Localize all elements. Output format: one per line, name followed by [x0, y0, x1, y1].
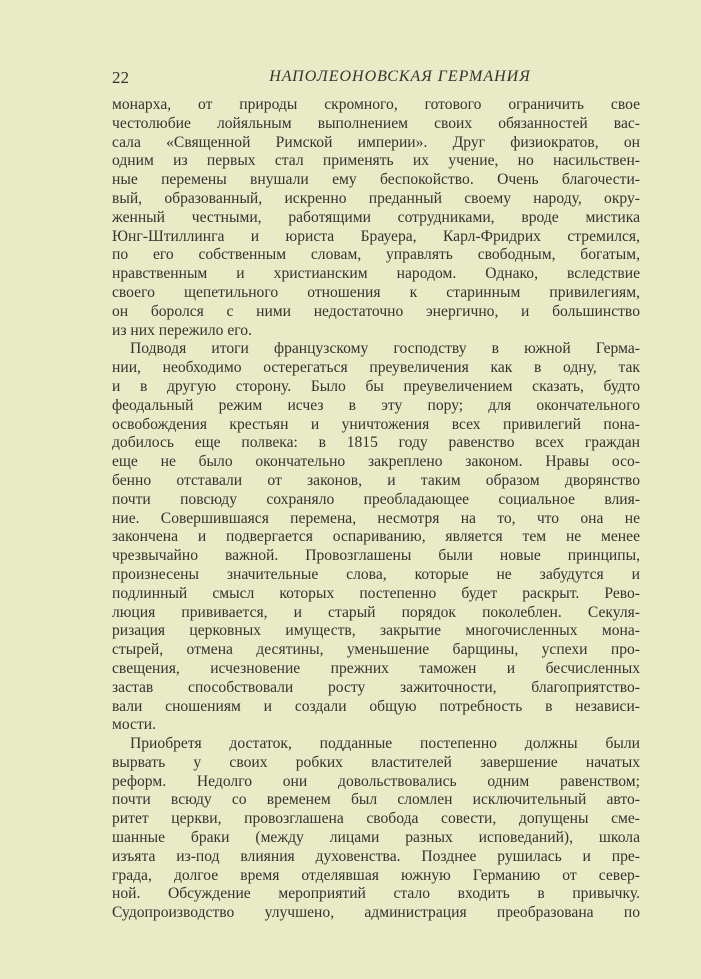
- text-line: ризация церковных имуществ, закрытие многочисленных мона-: [112, 622, 640, 640]
- running-title: НАПОЛЕОНОВСКАЯ ГЕРМАНИЯ: [269, 68, 531, 85]
- text-line: бенно отставали от законов, и таким образом дворянство: [112, 471, 640, 489]
- text-line: стырей, отмена десятины, уменьшение барщины, успехи про-: [112, 641, 640, 659]
- text-line: нравственным и христианским народом. Однако, вследствие: [112, 265, 640, 283]
- text-line: еще не было окончательно закреплено законом. Нравы осо-: [112, 453, 640, 471]
- paragraph: [112, 735, 640, 923]
- text-line: Судопроизводство улучшено, администрация преобразована по: [112, 904, 640, 922]
- text-line: подлинный смысл которых постепенно будет раскрыт. Рево-: [112, 584, 640, 602]
- text-line: почти всюду со временем был сломлен исключительный авто-: [112, 791, 640, 809]
- text-line: ные перемены внушали ему беспокойство. Очень благочести-: [112, 171, 640, 189]
- text-line: честолюбие лойяльным выполнением своих обязанностей вас-: [112, 114, 640, 132]
- text-line: града, долгое время отделявшая южную Германию от север-: [112, 866, 640, 884]
- text-line: закончена и подвергается оспариванию, является тем не менее: [112, 528, 640, 546]
- text-line: освобождения крестьян и уничтожения всех привилегий пона-: [112, 415, 640, 433]
- text-line: Подводя итоги французскому господству в южной Герма-: [130, 340, 640, 358]
- text-line: своего щепетильного отношения к старинным привилегиям,: [112, 283, 640, 301]
- text-line: нии, необходимо остерегаться преувеличения как в одну, так: [112, 359, 640, 377]
- text-line: шанные браки (между лицами разных исповеданий), школа: [112, 829, 640, 847]
- text-line: феодальный режим исчез в эту пору; для окончательного: [112, 396, 640, 414]
- text-line: почти повсюду сохраняло преобладающее социальное влия-: [112, 490, 640, 508]
- text-line: и в другую сторону. Было бы преувеличением сказать, будто: [112, 377, 640, 395]
- paragraph: [112, 96, 640, 340]
- text-line: произнесены значительные слова, которые не забудутся и: [112, 565, 640, 583]
- page-number: 22: [112, 68, 129, 87]
- text-line: ние. Совершившаяся перемена, несмотря на то, что она не: [112, 509, 640, 527]
- text-line: из них пережило его.: [112, 321, 252, 339]
- text-line: по его собственным словам, управлять свободным, богатым,: [112, 246, 640, 264]
- text-line: мости.: [112, 716, 157, 734]
- text-line: Юнг-Штиллинга и юриста Брауера, Карл-Фридрих стремился,: [112, 227, 640, 245]
- text-line: реформ. Недолго они довольствовались одним равенством;: [112, 772, 640, 790]
- text-line: сала «Священной Римской империи». Друг физиократов, он: [112, 133, 640, 151]
- paragraph: [112, 340, 640, 735]
- text-line: люция прививается, и старый порядок поколеблен. Секуля-: [112, 603, 640, 621]
- text-line: одним из первых стал применять их учение, но насильствен-: [112, 152, 640, 170]
- body-text: [112, 96, 640, 923]
- text-line: он боролся с ними недостаточно энергично, и большинство: [112, 302, 640, 320]
- text-line: ритет церкви, провозглашена свобода совести, допущены сме-: [112, 810, 640, 828]
- text-line: ной. Обсуждение мероприятий стало входить в привычку.: [112, 885, 640, 903]
- text-line: застав способствовали росту зажиточности, благоприятство-: [112, 678, 640, 696]
- text-line: добилось еще полвека: в 1815 году равенство всех граждан: [112, 434, 640, 452]
- text-line: женный честными, работящими сотрудниками, вроде мистика: [112, 208, 640, 226]
- text-line: чрезвычайно важной. Провозглашены были новые принципы,: [112, 547, 640, 565]
- text-line: вырвать у своих робких властителей завершение начатых: [112, 753, 640, 771]
- text-line: монарха, от природы скромного, готового ограничить свое: [112, 96, 640, 113]
- text-line: изъята из-под влияния духовенства. Позднее рушилась и пре-: [112, 847, 640, 865]
- text-line: свещения, исчезновение прежних таможен и бесчисленных: [112, 659, 640, 677]
- text-line: вали сношениям и создали общую потребность в независи-: [112, 697, 640, 715]
- text-line: вый, образованный, искренно преданный своему народу, окру-: [112, 189, 640, 207]
- text-line: Приобретя достаток, подданные постепенно должны были: [130, 735, 640, 753]
